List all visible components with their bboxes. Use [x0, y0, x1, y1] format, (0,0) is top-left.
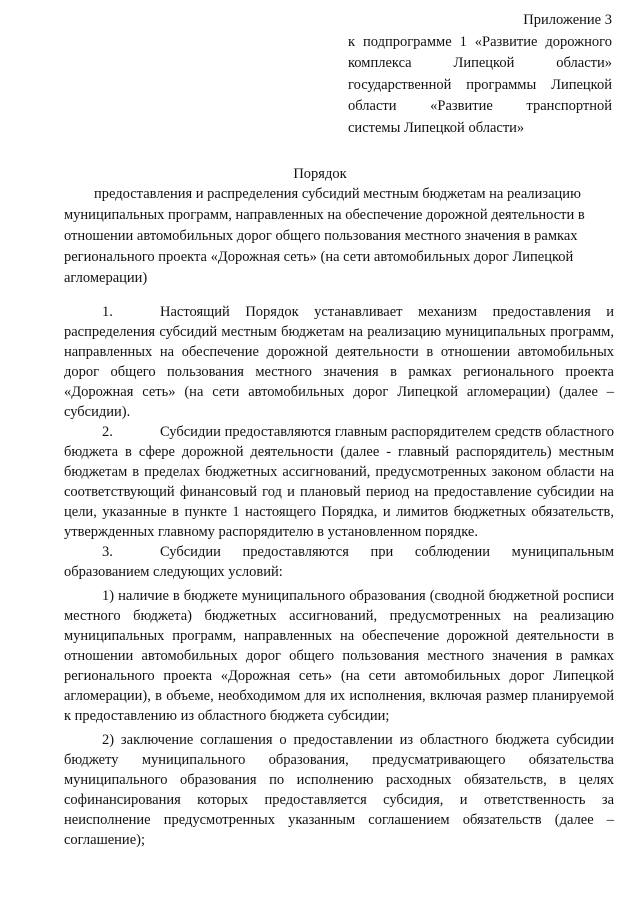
paragraph-number: 2.: [102, 424, 113, 440]
paragraph-1: [64, 302, 614, 422]
appendix-title: Приложение 3: [523, 12, 612, 28]
document-subtitle: [64, 184, 614, 289]
subitem-1: 1) наличие в бюджете муниципального образования (сводной бюджетной росписи местного бюджета) бюджетных ассигнований, предусмотренных на реализацию муниципальных программ, направленных на обеспечение дорожной деятельности в отношении автомобильных дорог общего пользования местного значения в рамках регионального проекта «Дорожная сеть» (на сети автомобильных дорог Липецкой агломерации), в объеме, необходимом для их исполнения, включая размер планируемой к предоставлению из областного бюджета субсидии;: [64, 588, 614, 724]
paragraph-text: Субсидии предоставляются при соблюдении муниципальным образованием следующих условий:: [64, 544, 614, 580]
document-body: [64, 302, 614, 850]
appendix-line: комплекса Липецкой области»: [348, 55, 612, 71]
document-title: Порядок: [293, 166, 347, 182]
subitem-2: 2) заключение соглашения о предоставлении из областного бюджета субсидии бюджету муниципального образования, предусматривающего обязательства муниципального образования по исполнению расходных обязательств, в целях софинансирования которых предоставляется субсидия, и ответственность за неисполнение предусмотренных указанным соглашением обязательств (далее – соглашение);: [64, 732, 614, 848]
paragraph-2: [64, 422, 614, 542]
paragraph-number: 3.: [102, 544, 113, 560]
appendix-line: государственной программы Липецкой: [348, 76, 612, 93]
appendix-header: [348, 10, 612, 139]
subtitle-text: предоставления и распределения субсидий местным бюджетам на реализацию муниципальных программ, направленных на обеспечение дорожной деятельности в отношении автомобильных дорог общего пользования местного значения в рамках регионального проекта «Дорожная сеть» (на сети автомобильных дорог Липецкой агломерации): [64, 186, 585, 286]
paragraph-number: 1.: [102, 304, 113, 320]
appendix-line: к подпрограмме 1 «Развитие дорожного: [348, 33, 612, 50]
paragraph-text: Настоящий Порядок устанавливает механизм предоставления и распределения субсидий местным бюджетам на реализацию муниципальных программ, направленных на обеспечение дорожной деятельности в отношении автомобильных дорог общего пользования местного значения в рамках регионального проекта «Дорожная сеть» (на сети автомобильных дорог Липецкой агломерации) (далее – субсидии).: [64, 304, 614, 420]
appendix-line: системы Липецкой области»: [348, 119, 525, 136]
paragraph-text: Субсидии предоставляются главным распорядителем средств областного бюджета в сфере дорожной деятельности (далее - главный распорядитель) местным бюджетам в пределах бюджетных ассигнований, предусмотренных законом области на соответствующий финансовый год и плановый период на предоставление субсидии на цели, указанные в пункте 1 настоящего Порядка, и лимитов бюджетных обязательств, утвержденных главному распорядителю в установленном порядке.: [64, 424, 614, 540]
paragraph-3: [64, 542, 614, 582]
appendix-line: области «Развитие транспортной: [348, 98, 612, 114]
